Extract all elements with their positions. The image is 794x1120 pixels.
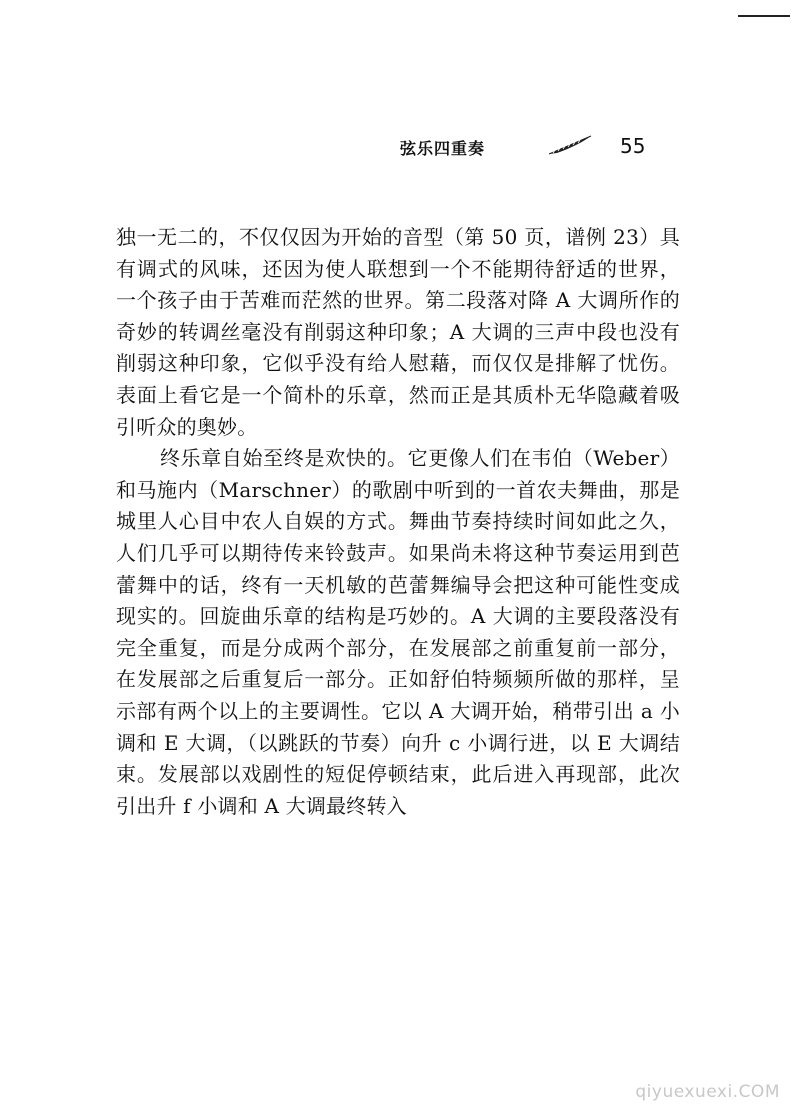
paragraph-1: 独一无二的，不仅仅因为开始的音型（第 50 页，谱例 23）具有调式的风味，还因为使人联想到一个不能期待舒适的世界，一个孩子由于苦难而茫然的世界。第二段落对降 A 大调所作的奇妙的转调丝毫没有削弱这种印象；A 大调的三声中段也没有削弱这种印象，它似乎没有给人慰藉，而仅仅是排解了忧伤。表面上看它是一个简朴的乐章，然而正是其质朴无华隐藏着吸引听众的奥妙。 — [116, 225, 680, 439]
feather-quill-icon — [547, 134, 593, 156]
running-head — [400, 132, 660, 162]
running-head-title: 弦乐四重奏 — [400, 139, 486, 158]
page-number: 55 — [620, 134, 646, 158]
watermark: qiyuexuexi.COM — [635, 1082, 780, 1102]
top-rule — [738, 15, 790, 17]
paragraph-2: 终乐章自始至终是欢快的。它更像人们在韦伯（Weber）和马施内（Marschner）的歌剧中听到的一首农夫舞曲，那是城里人心目中农人自娱的方式。舞曲节奏持续时间如此之久，人们几乎可以期待传来铃鼓声。如果尚未将这种节奏运用到芭蕾舞中的话，终有一天机敏的芭蕾舞编导会把这种可能性变成现实的。回旋曲乐章的结构是巧妙的。A 大调的主要段落没有完全重复，而是分成两个部分，在发展部之前重复前一部分，在发展部之后重复后一部分。正如舒伯特频频所做的那样，呈示部有两个以上的主要调性。它以 A 大调开始，稍带引出 a 小调和 E 大调，（以跳跃的节奏）向升 c 小调行进，以 E 大调结束。发展部以戏剧性的短促停顿结束，此后进入再现部，此次引出升 f 小调和 A 大调最终转入 — [116, 446, 680, 818]
body-text — [116, 222, 680, 822]
